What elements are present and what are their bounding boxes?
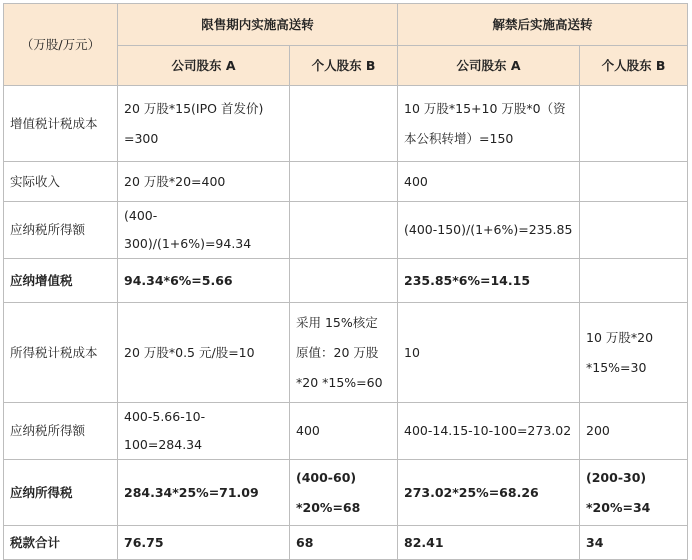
col-header-individual-b-1: 个人股东 B	[290, 46, 398, 86]
row-label: 税款合计	[4, 526, 118, 560]
cell-a1	[118, 202, 290, 259]
cell-line: 20 万股*0.5 元/股=10	[124, 344, 255, 360]
cell-b1	[290, 202, 398, 259]
cell-line: 10	[404, 344, 420, 360]
cell-b2	[580, 403, 688, 460]
cell-b2	[580, 526, 688, 560]
cell-b1	[290, 162, 398, 202]
row-label: 应纳所得税	[4, 460, 118, 526]
cell-line: 400-14.15-10-100=273.02	[404, 423, 572, 438]
cell-b2	[580, 303, 688, 403]
cell-line: 400-5.66-10-100=284.34	[124, 409, 206, 452]
cell-b1	[290, 259, 398, 303]
row-label: 应纳税所得额	[4, 403, 118, 460]
cell-a1	[118, 86, 290, 162]
cell-b1	[290, 303, 398, 403]
cell-line: 200	[586, 423, 610, 438]
table-row	[4, 162, 688, 202]
table-row	[4, 526, 688, 560]
cell-line: *20 *15%=60	[296, 374, 383, 390]
cell-a2	[398, 259, 580, 303]
row-label: 应纳增值税	[4, 259, 118, 303]
group-header-after-unlock: 解禁后实施高送转	[398, 4, 688, 46]
cell-a1	[118, 460, 290, 526]
cell-line: *20%=34	[586, 499, 651, 515]
group-header-lockup: 限售期内实施高送转	[118, 4, 398, 46]
cell-a1	[118, 526, 290, 560]
cell-b2	[580, 202, 688, 259]
unit-header: （万股/万元）	[4, 4, 118, 86]
cell-line: 400	[296, 423, 320, 438]
cell-line: 本公积转增）=150	[404, 130, 514, 146]
col-header-company-a-2: 公司股东 A	[398, 46, 580, 86]
cell-line: 10 万股*15+10 万股*0（资	[404, 100, 566, 116]
cell-b1	[290, 460, 398, 526]
cell-b2	[580, 86, 688, 162]
cell-a1	[118, 303, 290, 403]
tax-comparison-table	[3, 3, 688, 560]
cell-line: 原值：20 万股	[296, 344, 379, 360]
cell-line: 82.41	[404, 534, 444, 550]
table-body	[4, 86, 688, 560]
cell-line: 采用 15%核定	[296, 314, 378, 330]
cell-a2	[398, 403, 580, 460]
cell-b2	[580, 259, 688, 303]
cell-line: 10 万股*20	[586, 329, 654, 345]
col-header-company-a-1: 公司股东 A	[118, 46, 290, 86]
cell-line: (400-60)	[296, 469, 357, 485]
cell-line: 284.34*25%=71.09	[124, 484, 259, 500]
cell-a2	[398, 86, 580, 162]
cell-line: 400	[404, 173, 428, 189]
cell-b1	[290, 86, 398, 162]
cell-line: 34	[586, 534, 604, 550]
cell-a2	[398, 526, 580, 560]
cell-line: 76.75	[124, 534, 164, 550]
cell-line: (200-30)	[586, 469, 647, 485]
cell-b2	[580, 460, 688, 526]
cell-line: 20 万股*20=400	[124, 173, 226, 189]
cell-line: 94.34*6%=5.66	[124, 272, 233, 288]
row-label: 实际收入	[4, 162, 118, 202]
header-row-1	[4, 4, 688, 46]
cell-line: *15%=30	[586, 359, 647, 375]
cell-line: *20%=68	[296, 499, 361, 515]
row-label: 所得税计税成本	[4, 303, 118, 403]
row-label: 增值税计税成本	[4, 86, 118, 162]
cell-b1	[290, 403, 398, 460]
cell-line: 68	[296, 534, 314, 550]
tax-comparison-table-wrapper	[3, 3, 688, 560]
table-row	[4, 460, 688, 526]
col-header-individual-b-2: 个人股东 B	[580, 46, 688, 86]
cell-line: 235.85*6%=14.15	[404, 272, 531, 288]
cell-a1	[118, 259, 290, 303]
table-row	[4, 86, 688, 162]
cell-a2	[398, 162, 580, 202]
cell-line: (400-300)/(1+6%)=94.34	[124, 208, 252, 251]
table-row	[4, 403, 688, 460]
cell-a2	[398, 202, 580, 259]
table-row	[4, 202, 688, 259]
table-row	[4, 303, 688, 403]
cell-line: 20 万股*15(IPO 首发价)	[124, 100, 264, 116]
cell-a2	[398, 303, 580, 403]
row-label: 应纳税所得额	[4, 202, 118, 259]
cell-a2	[398, 460, 580, 526]
table-row	[4, 259, 688, 303]
cell-line: =300	[124, 130, 159, 146]
cell-line: (400-150)/(1+6%)=235.85	[404, 222, 573, 237]
cell-a1	[118, 403, 290, 460]
cell-line: 273.02*25%=68.26	[404, 484, 539, 500]
cell-b2	[580, 162, 688, 202]
cell-a1	[118, 162, 290, 202]
cell-b1	[290, 526, 398, 560]
